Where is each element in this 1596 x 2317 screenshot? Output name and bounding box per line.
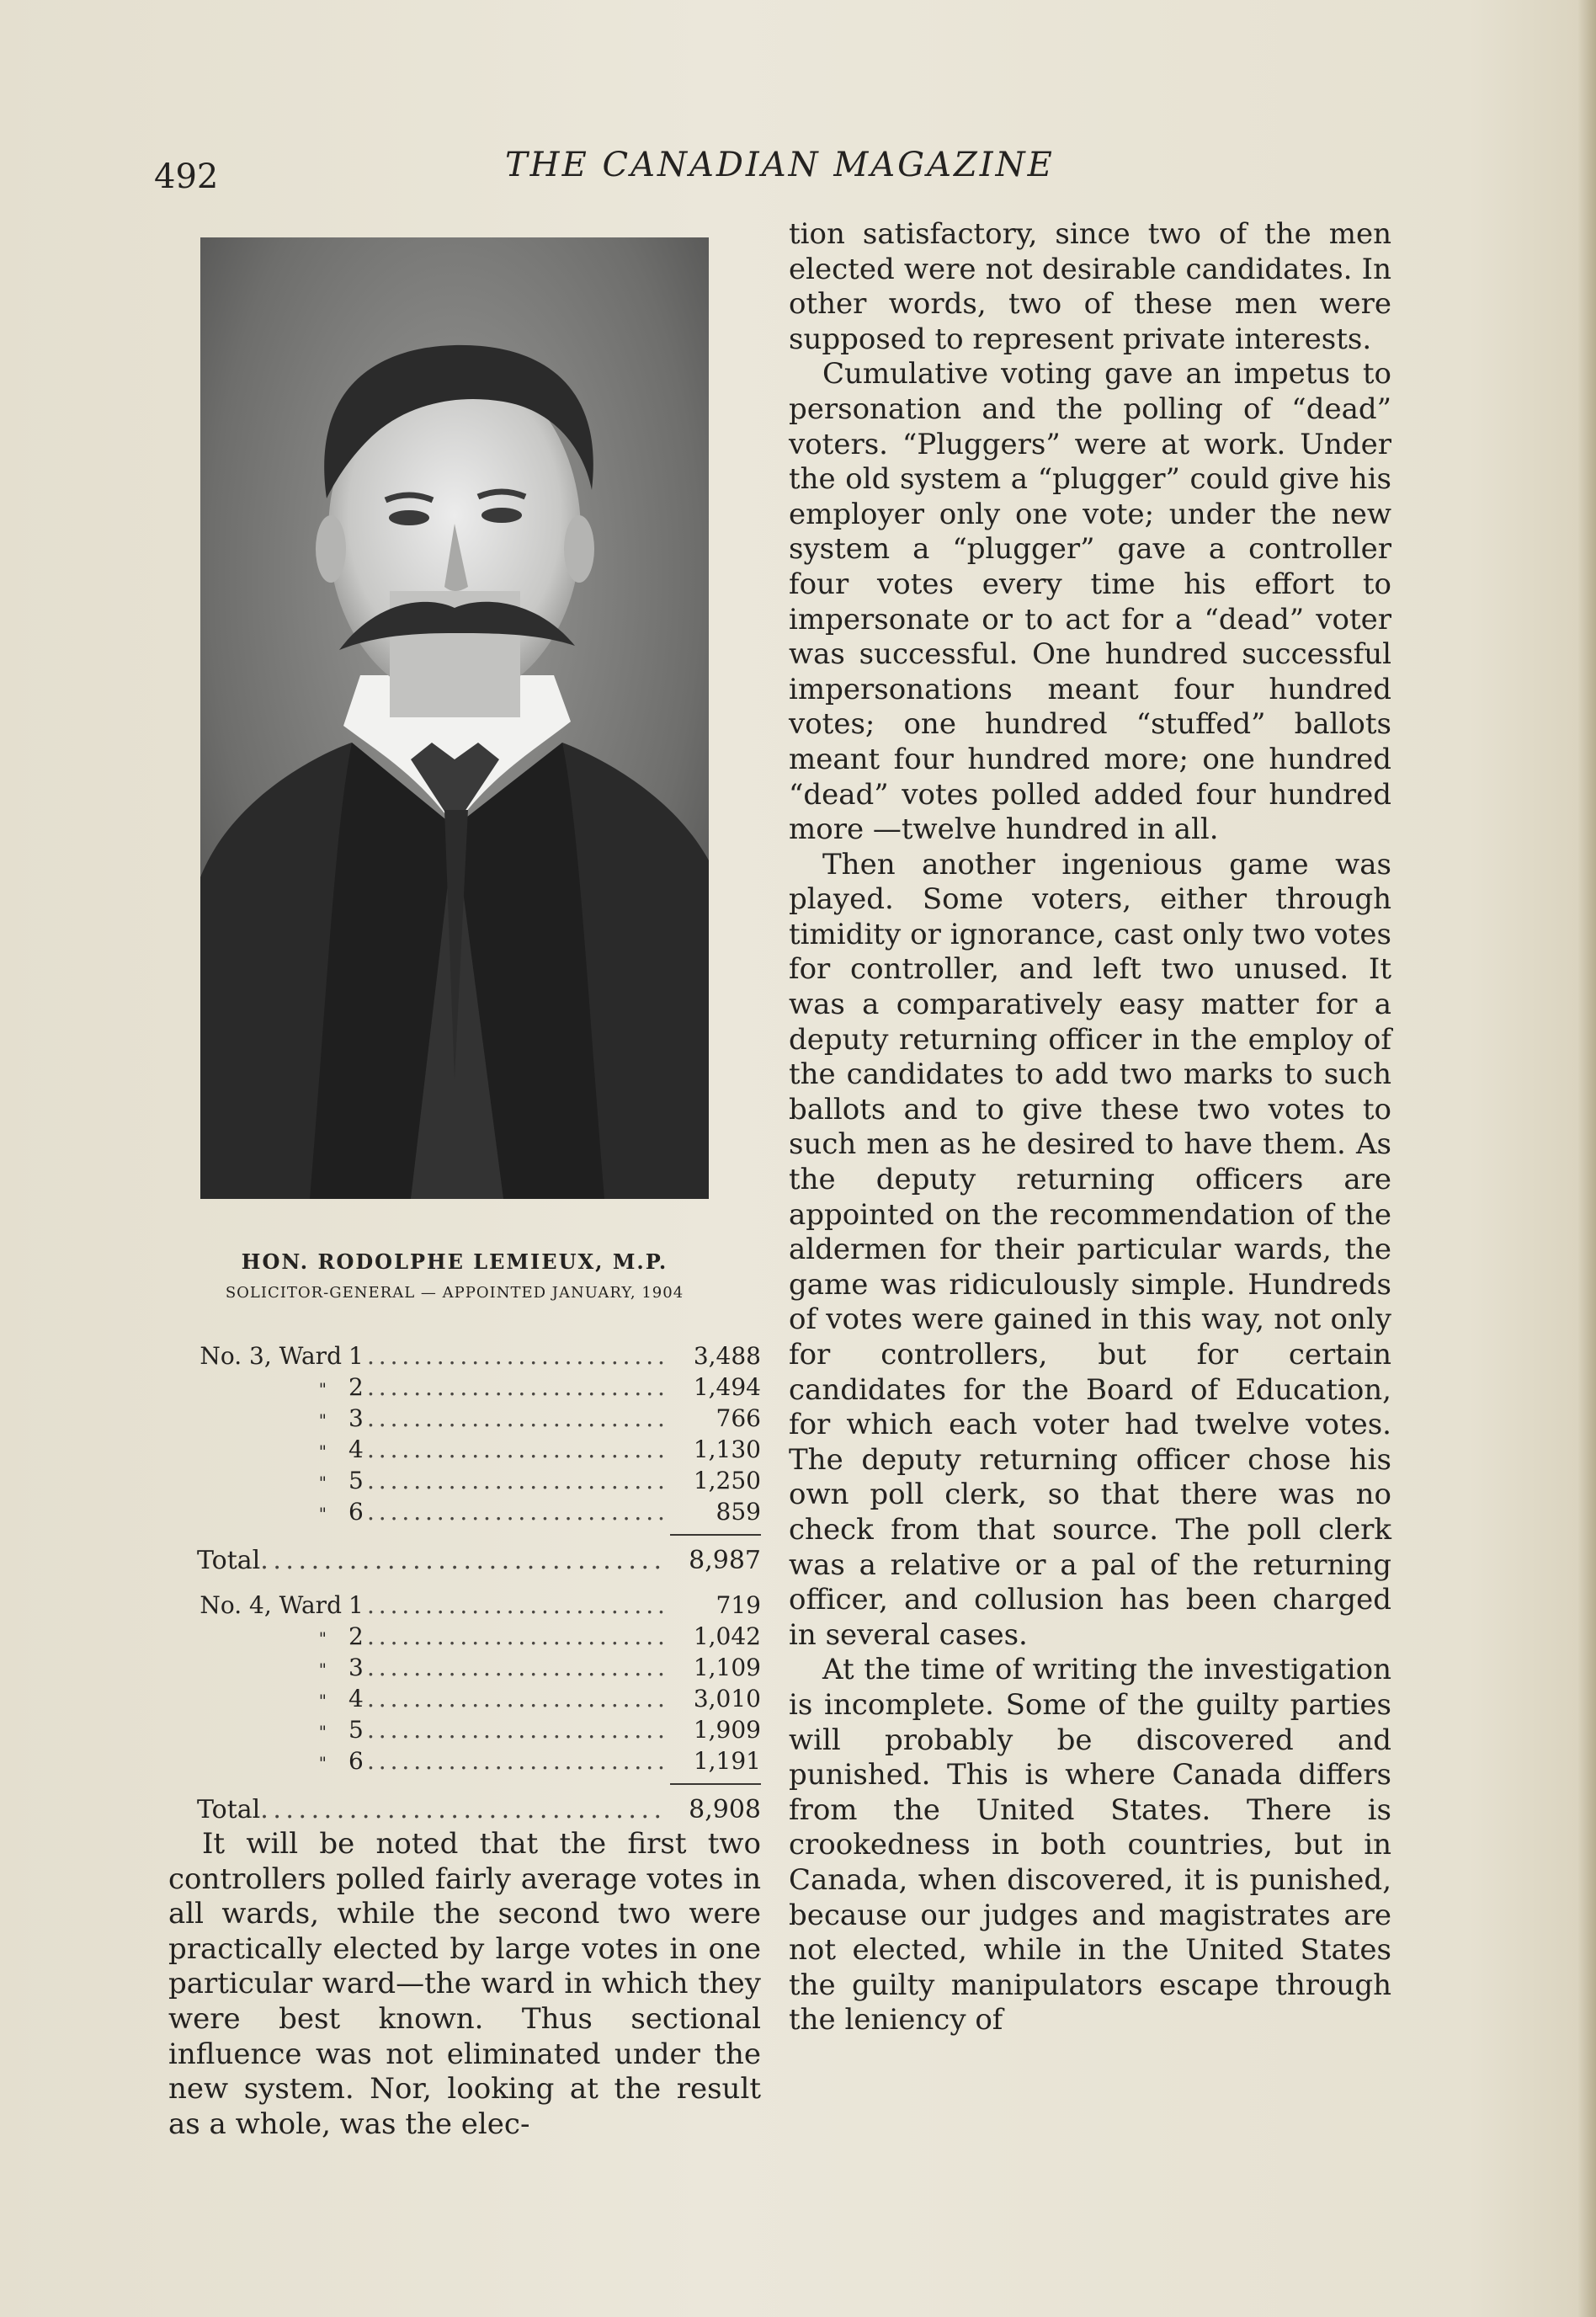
ditto-mark: "	[318, 1379, 327, 1399]
result-row	[168, 1465, 761, 1496]
row-prefix: No. 4, Ward	[200, 1591, 342, 1619]
leader-dots	[367, 1621, 668, 1652]
ditto-mark: "	[318, 1441, 327, 1462]
ward-number: 3	[348, 1654, 364, 1681]
ditto-mark: "	[318, 1691, 327, 1711]
result-row	[168, 1621, 761, 1652]
ward-number: 3	[348, 1404, 364, 1432]
leader-dots	[367, 1403, 668, 1434]
ditto-mark: "	[318, 1410, 327, 1430]
ditto-mark: "	[318, 1722, 327, 1742]
result-row	[168, 1714, 761, 1745]
result-row	[168, 1590, 761, 1621]
ward-votes: 1,909	[693, 1716, 761, 1744]
total-row	[168, 1792, 761, 1829]
portrait-illustration	[200, 237, 709, 1199]
right-column-text	[789, 217, 1391, 2038]
total-rule	[670, 1534, 761, 1536]
body-paragraph: Then another ingenious game was played. Some voters, either through timidity or ignorance, cast only two votes for controller, and left two unused. It was a comparatively easy matter for a deputy returning officer in the employ of the candidates to add two marks to such ballots and to give these two votes to such men as he desired to have them. As the deputy returning officers are appointed on the recommendation of the aldermen for their particular wards, the game was ridiculously simple. Hundreds of votes were gained in this way, not only for controllers, but for certain candidates for the Board of Education, for which each voter had twelve votes. The deputy returning officer chose his own poll clerk, so that there was no check from that source. The poll clerk was a relative or a pal of the returning officer, and collusion has been charged in several cases.	[789, 847, 1391, 1652]
ward-number: 2	[348, 1373, 364, 1401]
caption-subtitle: SOLICITOR-GENERAL — APPOINTED JANUARY, 1904	[225, 1284, 684, 1302]
leader-dots	[367, 1465, 668, 1496]
page-number: 492	[154, 157, 219, 196]
leader-dots	[367, 1340, 668, 1372]
ward-number: 4	[348, 1435, 364, 1463]
ward-number: 6	[348, 1498, 364, 1526]
result-row	[168, 1745, 761, 1776]
total-label: Total	[197, 1546, 261, 1575]
ditto-mark: "	[318, 1628, 327, 1649]
ward-votes: 1,130	[693, 1435, 761, 1463]
body-paragraph: Cumulative voting gave an impetus to personation and the polling of “dead” voters. “Pluggers” were at work. Under the old system a “plugger” could give his employer only one vote; under the new system a “plugger” gave a controller four votes every time his effort to impersonate or to act for a “dead” voter was successful. One hundred successful impersonations meant four hundred votes; one hundred “stuffed” ballots meant four hundred more; one hundred “dead” votes polled added four hundred more —twelve hundred in all.	[789, 357, 1391, 847]
ward-number: 5	[348, 1467, 364, 1494]
body-paragraph: It will be noted that the first two controllers polled fairly average votes in all wards, while the second two were practically elected by large votes in one particular ward—the ward in which they were best known. Thus sectional influence was not eliminated under the new system. Nor, looking at the result as a whole, was the elec-	[168, 1827, 761, 2141]
ward-votes: 1,191	[693, 1747, 761, 1775]
ward-votes: 1,042	[693, 1622, 761, 1650]
ward-number: 5	[348, 1716, 364, 1744]
ditto-mark: "	[318, 1504, 327, 1524]
ward-results-no4	[168, 1590, 761, 1829]
ward-votes: 766	[716, 1404, 761, 1432]
ditto-mark: "	[318, 1473, 327, 1493]
result-row	[168, 1683, 761, 1714]
leader-dots	[367, 1434, 668, 1465]
result-row	[168, 1340, 761, 1372]
ward-votes: 3,488	[693, 1342, 761, 1370]
caption-name: HON. RODOLPHE LEMIEUX, M.P.	[241, 1249, 668, 1274]
result-row	[168, 1652, 761, 1683]
ditto-mark: "	[318, 1753, 327, 1773]
portrait-photo	[200, 237, 709, 1199]
left-column-text	[168, 1827, 761, 2142]
leader-dots	[260, 1792, 668, 1829]
leader-dots	[367, 1590, 668, 1621]
result-row	[168, 1434, 761, 1465]
total-value: 8,908	[689, 1795, 761, 1824]
ward-votes: 859	[716, 1498, 761, 1526]
ward-number: 1	[348, 1342, 364, 1370]
ward-votes: 1,494	[693, 1373, 761, 1401]
ward-votes: 1,109	[693, 1654, 761, 1681]
ditto-mark: "	[318, 1659, 327, 1680]
leader-dots	[367, 1745, 668, 1776]
body-paragraph: At the time of writing the investigation is incomplete. Some of the guilty parties will probably be discovered and punished. This is where Canada differs from the United States. There is crookedness in both countries, but in Canada, when discovered, it is punished, because our judges and magistrates are not elected, while in the United States the guilty manipulators escape through the leniency of	[789, 1653, 1391, 2037]
body-paragraph: tion satisfactory, since two of the men elected were not desirable candidates. In other words, two of these men were supposed to represent private interests.	[789, 217, 1391, 356]
leader-dots	[367, 1372, 668, 1403]
leader-dots	[367, 1714, 668, 1745]
running-head: THE CANADIAN MAGAZINE	[505, 146, 1055, 184]
ward-number: 2	[348, 1622, 364, 1650]
leader-dots	[367, 1496, 668, 1527]
ward-number: 4	[348, 1685, 364, 1712]
total-value: 8,987	[689, 1546, 761, 1575]
ward-results-no3	[168, 1340, 761, 1579]
total-rule	[670, 1783, 761, 1785]
ward-votes: 1,250	[693, 1467, 761, 1494]
row-prefix: No. 3, Ward	[200, 1342, 342, 1370]
leader-dots	[367, 1652, 668, 1683]
result-row	[168, 1372, 761, 1403]
ward-number: 1	[348, 1591, 364, 1619]
total-label: Total	[197, 1795, 261, 1824]
leader-dots	[260, 1542, 668, 1579]
total-row	[168, 1542, 761, 1579]
ward-votes: 3,010	[693, 1685, 761, 1712]
ward-number: 6	[348, 1747, 364, 1775]
page-edge-shadow	[1577, 0, 1596, 2317]
leader-dots	[367, 1683, 668, 1714]
result-row	[168, 1496, 761, 1527]
result-row	[168, 1403, 761, 1434]
ward-votes: 719	[716, 1591, 761, 1619]
